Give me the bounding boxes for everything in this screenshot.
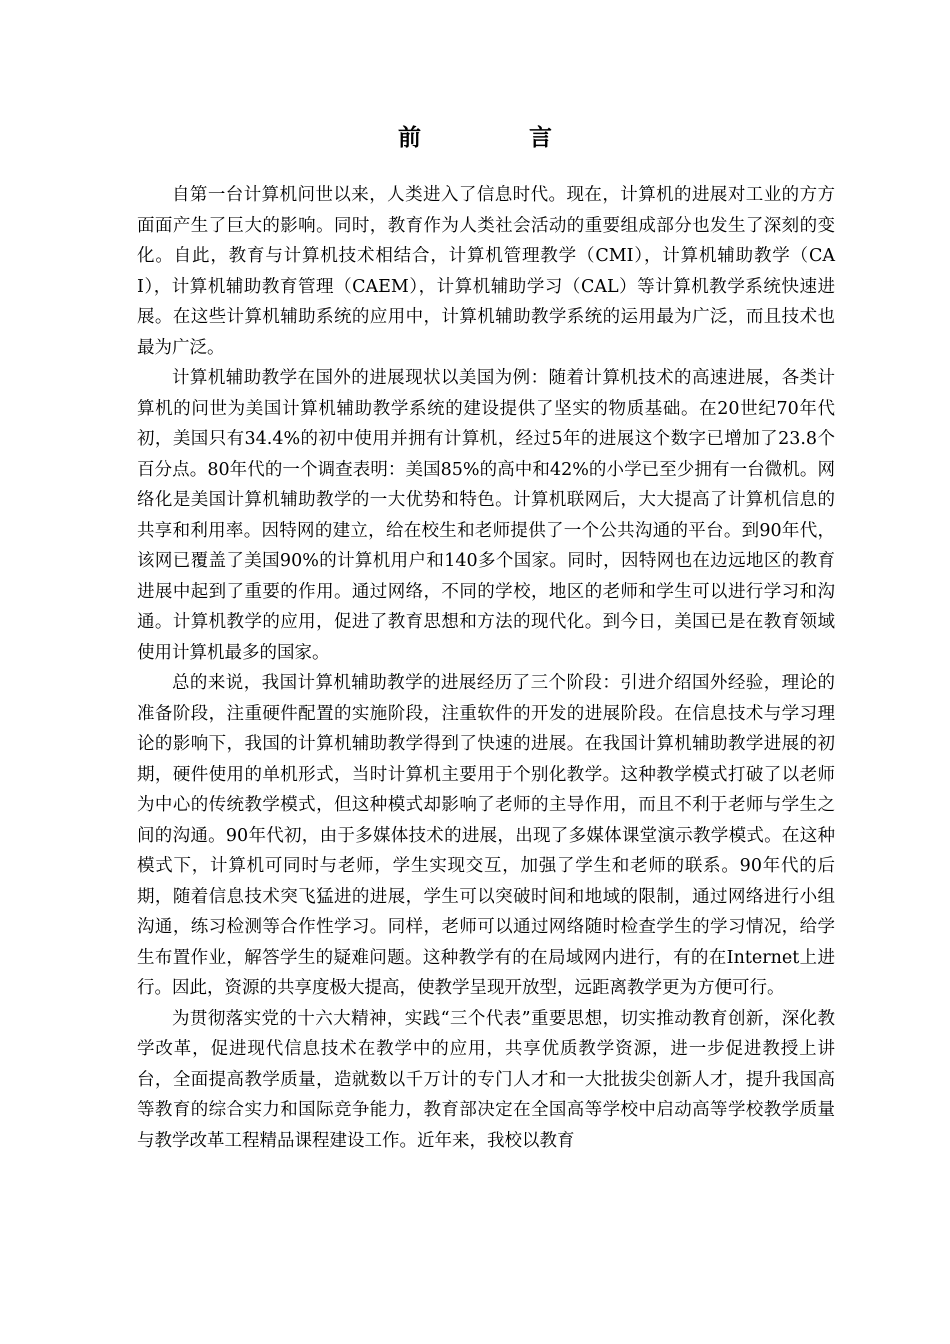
document-body	[137, 180, 835, 1156]
paragraph-policy: 为贯彻落实党的十六大精神，实践“三个代表”重要思想，切实推动教育创新，深化教学改革，促进现代信息技术在教学中的应用，共享优质教学资源，进一步促进教授上讲台，全面提高教学质量，造就数以千万计的专门人才和一大批拔尖创新人才，提升我国高等教育的综合实力和国际竞争能力，教育部决定在全国高等学校中启动高等学校教学质量与教学改革工程精品课程建设工作。近年来，我校以教育	[137, 1008, 835, 1151]
paragraph-intro: 自第一台计算机问世以来，人类进入了信息时代。现在，计算机的进展对工业的方方面面产生了巨大的影响。同时，教育作为人类社会活动的重要组成部分也发生了深刻的变化。自此，教育与计算机技术相结合，计算机管理教学（CMI），计算机辅助教学（CAI），计算机辅助教育管理（CAEM），计算机辅助学习（CAL）等计算机教学系统快速进展。在这些计算机辅助系统的应用中，计算机辅助教学系统的运用最为广泛，而且技术也最为广泛。	[137, 185, 835, 358]
paragraph-us-status: 计算机辅助教学在国外的进展现状以美国为例：随着计算机技术的高速进展，各类计算机的问世为美国计算机辅助教学系统的建设提供了坚实的物质基础。在20世纪70年代初，美国只有34.4%的初中使用并拥有计算机，经过5年的进展这个数字已增加了23.8个百分点。80年代的一个调查表明：美国85%的高中和42%的小学已至少拥有一台微机。网络化是美国计算机辅助教学的一大优势和特色。计算机联网后，大大提高了计算机信息的共享和利用率。因特网的建立，给在校生和老师提供了一个公共沟通的平台。到90年代，该网已覆盖了美国90%的计算机用户和140多个国家。同时，因特网也在边远地区的教育进展中起到了重要的作用。通过网络，不同的学校，地区的老师和学生可以进行学习和沟通。计算机教学的应用，促进了教育思想和方法的现代化。到今日，美国已是在教育领域使用计算机最多的国家。	[137, 368, 835, 663]
page-title: 前 言	[397, 124, 602, 151]
paragraph-china-stages: 总的来说，我国计算机辅助教学的进展经历了三个阶段：引进介绍国外经验，理论的准备阶段，注重硬件配置的实施阶段，注重软件的开发的进展阶段。在信息技术与学习理论的影响下，我国的计算机辅助教学得到了快速的进展。在我国计算机辅助教学进展的初期，硬件使用的单机形式，当时计算机主要用于个别化教学。这种教学模式打破了以老师为中心的传统教学模式，但这种模式却影响了老师的主导作用，而且不利于老师与学生之间的沟通。90年代初，由于多媒体技术的进展，出现了多媒体课堂演示教学模式。在这种模式下，计算机可同时与老师，学生实现交互，加强了学生和老师的联系。90年代的后期，随着信息技术突飞猛进的进展，学生可以突破时间和地域的限制，通过网络进行小组沟通，练习检测等合作性学习。同样，老师可以通过网络随时检查学生的学习情况，给学生布置作业，解答学生的疑难问题。这种教学有的在局域网内进行，有的在Internet上进行。因此，资源的共享度极大提高，使教学呈现开放型，远距离教学更为方便可行。	[137, 673, 835, 998]
